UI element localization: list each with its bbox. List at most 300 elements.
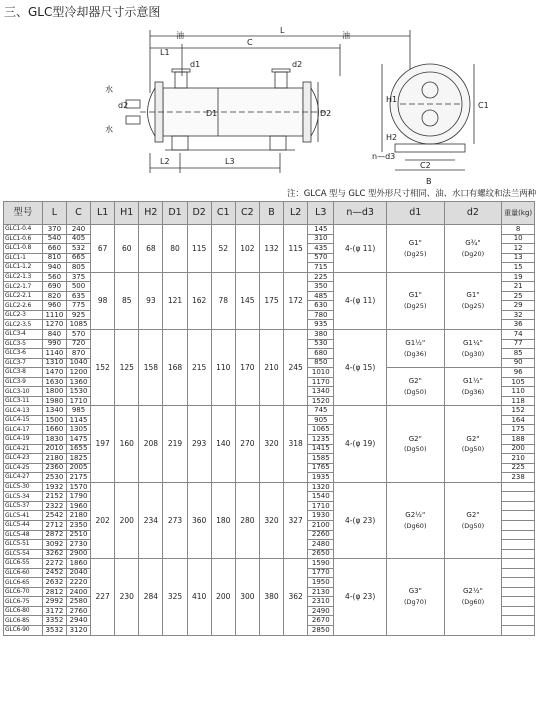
L3-cell: 1340: [308, 387, 334, 397]
H1-cell: 60: [115, 225, 139, 273]
C-cell: 1655: [66, 444, 90, 454]
table-row: [4, 559, 535, 569]
L-cell: 2452: [42, 568, 66, 578]
C-cell: 665: [66, 253, 90, 263]
L3-cell: 530: [308, 339, 334, 349]
model-cell: GLC3-11: [4, 396, 43, 406]
H1-cell: 160: [115, 406, 139, 482]
B-cell: 320: [259, 406, 283, 482]
d1-thread: G1": [408, 238, 422, 247]
d2-cell: [444, 225, 502, 273]
L-cell: 940: [42, 263, 66, 273]
label-H2: H2: [386, 133, 398, 142]
label-L3: L3: [225, 157, 235, 166]
L2-cell: 172: [284, 272, 308, 329]
L-cell: 660: [42, 244, 66, 254]
header-L: L: [42, 202, 66, 225]
model-cell: GLC6-65: [4, 578, 43, 588]
d2-nominal: (Dg25): [461, 302, 485, 311]
model-cell: GLC4-23: [4, 454, 43, 464]
D1-cell: 219: [163, 406, 187, 482]
weight-cell: 96: [502, 368, 535, 378]
L3-cell: 2490: [308, 606, 334, 616]
L-cell: 2272: [42, 559, 66, 569]
weight-cell: [502, 482, 535, 492]
weight-cell: [502, 540, 535, 550]
label-oil-in: 油: [176, 31, 184, 40]
C-cell: 2760: [66, 606, 90, 616]
H2-cell: 208: [139, 406, 163, 482]
label-d2-top: d2: [292, 60, 303, 69]
L3-cell: 485: [308, 291, 334, 301]
L3-cell: 1540: [308, 492, 334, 502]
C-cell: 532: [66, 244, 90, 254]
weight-cell: 118: [502, 396, 535, 406]
L-cell: 1830: [42, 435, 66, 445]
header-n-d3: n—d3: [334, 202, 386, 225]
d2-nominal: (Dg20): [461, 249, 485, 258]
model-cell: GLC4-27: [4, 473, 43, 483]
model-cell: GLC5-34: [4, 492, 43, 502]
L3-cell: 780: [308, 310, 334, 320]
D2-cell: 410: [187, 559, 211, 635]
L-cell: 2152: [42, 492, 66, 502]
model-cell: GLC1-1.2: [4, 263, 43, 273]
C1-cell: 200: [211, 559, 235, 635]
C-cell: 635: [66, 291, 90, 301]
label-B: B: [426, 177, 432, 186]
model-cell: GLC4-17: [4, 425, 43, 435]
C-cell: 1145: [66, 415, 90, 425]
header-B: B: [259, 202, 283, 225]
L3-cell: 935: [308, 320, 334, 330]
d2-cell: [444, 330, 502, 368]
L-cell: 1140: [42, 349, 66, 359]
L2-cell: 362: [284, 559, 308, 635]
L-cell: 3352: [42, 616, 66, 626]
D1-cell: 325: [163, 559, 187, 635]
H2-cell: 93: [139, 272, 163, 329]
L1-cell: 98: [91, 272, 115, 329]
weight-cell: 21: [502, 282, 535, 292]
table-row: [4, 272, 535, 282]
weight-cell: [502, 606, 535, 616]
L-cell: 1110: [42, 310, 66, 320]
C-cell: 375: [66, 272, 90, 282]
model-cell: GLC6-75: [4, 597, 43, 607]
model-cell: GLC1-1: [4, 253, 43, 263]
weight-cell: 77: [502, 339, 535, 349]
C-cell: 1960: [66, 501, 90, 511]
C-cell: 1475: [66, 435, 90, 445]
weight-cell: 10: [502, 234, 535, 244]
C-cell: 2180: [66, 511, 90, 521]
model-cell: GLC6-55: [4, 559, 43, 569]
L3-cell: 435: [308, 244, 334, 254]
d1-nominal: (Dg25): [404, 249, 427, 258]
page-title: 三、GLC型冷却器尺寸示意图: [4, 5, 161, 19]
weight-cell: 152: [502, 406, 535, 416]
L-cell: 2632: [42, 578, 66, 588]
weight-cell: 200: [502, 444, 535, 454]
L3-cell: 570: [308, 253, 334, 263]
header-D1: D1: [163, 202, 187, 225]
C1-cell: 52: [211, 225, 235, 273]
L3-cell: 745: [308, 406, 334, 416]
table-row: [4, 406, 535, 416]
C-cell: 1790: [66, 492, 90, 502]
L1-cell: 67: [91, 225, 115, 273]
weight-cell: [502, 578, 535, 588]
L3-cell: 1320: [308, 482, 334, 492]
L3-cell: 1935: [308, 473, 334, 483]
L-cell: 1470: [42, 368, 66, 378]
L3-cell: 2850: [308, 625, 334, 635]
n-d3-cell: 4-(φ 19): [334, 406, 386, 482]
H2-cell: 158: [139, 330, 163, 406]
weight-cell: 175: [502, 425, 535, 435]
weight-cell: [502, 492, 535, 502]
d2-thread: G¾": [465, 238, 481, 247]
C-cell: 1860: [66, 559, 90, 569]
spec-table-body: [4, 225, 535, 636]
label-d2: d2: [118, 101, 129, 110]
label-D2: D2: [320, 109, 332, 118]
H1-cell: 200: [115, 482, 139, 558]
C-cell: 1360: [66, 377, 90, 387]
L3-cell: 350: [308, 282, 334, 292]
model-cell: GLC3-10: [4, 387, 43, 397]
C-cell: 1530: [66, 387, 90, 397]
weight-cell: [502, 625, 535, 635]
model-cell: GLC2-3.5: [4, 320, 43, 330]
d1-nominal: (Dg70): [404, 598, 427, 607]
label-C: C: [247, 38, 253, 47]
L-cell: 2360: [42, 463, 66, 473]
L-cell: 2530: [42, 473, 66, 483]
model-cell: GLC4-21: [4, 444, 43, 454]
L3-cell: 1065: [308, 425, 334, 435]
header-H2: H2: [139, 202, 163, 225]
L-cell: 2872: [42, 530, 66, 540]
C1-cell: 78: [211, 272, 235, 329]
weight-cell: 29: [502, 301, 535, 311]
L1-cell: 227: [91, 559, 115, 635]
spec-table: [3, 201, 535, 636]
L-cell: 960: [42, 301, 66, 311]
d1-thread: G3": [408, 587, 422, 596]
L3-cell: 145: [308, 225, 334, 235]
model-cell: GLC1-0.4: [4, 225, 43, 235]
d2-cell: [444, 368, 502, 406]
weight-cell: [502, 559, 535, 569]
weight-cell: 36: [502, 320, 535, 330]
d2-thread: G2": [466, 511, 480, 520]
d2-thread: G1¼": [463, 339, 483, 348]
L3-cell: 1520: [308, 396, 334, 406]
model-cell: GLC5-54: [4, 549, 43, 559]
model-cell: GLC3-8: [4, 368, 43, 378]
C-cell: 2940: [66, 616, 90, 626]
L3-cell: 2310: [308, 597, 334, 607]
C-cell: 2005: [66, 463, 90, 473]
B-cell: 132: [259, 225, 283, 273]
header-C1: C1: [211, 202, 235, 225]
d2-nominal: (Dg36): [461, 388, 485, 397]
C2-cell: 102: [235, 225, 259, 273]
L-cell: 3092: [42, 540, 66, 550]
L3-cell: 1235: [308, 435, 334, 445]
H2-cell: 68: [139, 225, 163, 273]
header-weight: 重量(kg): [502, 202, 535, 225]
header-H1: H1: [115, 202, 139, 225]
H1-cell: 230: [115, 559, 139, 635]
L-cell: 990: [42, 339, 66, 349]
header-C: C: [66, 202, 90, 225]
header-d2: d2: [444, 202, 502, 225]
C-cell: 2730: [66, 540, 90, 550]
C-cell: 925: [66, 310, 90, 320]
C-cell: 1710: [66, 396, 90, 406]
L3-cell: 2260: [308, 530, 334, 540]
header-D2: D2: [187, 202, 211, 225]
L3-cell: 2480: [308, 540, 334, 550]
n-d3-cell: 4-(φ 23): [334, 559, 386, 635]
D2-cell: 360: [187, 482, 211, 558]
model-cell: GLC6-80: [4, 606, 43, 616]
model-cell: GLC5-30: [4, 482, 43, 492]
C-cell: 2400: [66, 587, 90, 597]
model-cell: GLC5-44: [4, 520, 43, 530]
d1-cell: [386, 482, 444, 558]
C-cell: 3120: [66, 625, 90, 635]
table-row: [4, 482, 535, 492]
model-cell: GLC4-19: [4, 435, 43, 445]
model-cell: GLC2-1.3: [4, 272, 43, 282]
weight-cell: 90: [502, 358, 535, 368]
note-text: 注：GLCA 型与 GLC 型外形尺寸相同、油、水口有螺纹和法兰两种: [286, 189, 536, 199]
B-cell: 175: [259, 272, 283, 329]
label-C1: C1: [478, 101, 489, 110]
weight-cell: [502, 530, 535, 540]
label-d1: d1: [190, 60, 201, 69]
d2-nominal: (Dg60): [461, 598, 485, 607]
L-cell: 560: [42, 272, 66, 282]
weight-cell: 110: [502, 387, 535, 397]
d2-cell: [444, 559, 502, 635]
model-cell: GLC6-70: [4, 587, 43, 597]
weight-cell: 238: [502, 473, 535, 483]
L-cell: 1932: [42, 482, 66, 492]
model-cell: GLC3-5: [4, 339, 43, 349]
L-cell: 370: [42, 225, 66, 235]
label-water-out: 水: [105, 125, 113, 134]
C-cell: 570: [66, 330, 90, 340]
weight-cell: [502, 501, 535, 511]
weight-cell: [502, 616, 535, 626]
model-cell: GLC3-6: [4, 349, 43, 359]
n-d3-cell: 4-(φ 11): [334, 272, 386, 329]
d1-thread: G1½": [405, 339, 426, 348]
model-cell: GLC4-13: [4, 406, 43, 416]
L3-cell: 680: [308, 349, 334, 359]
header-d1: d1: [386, 202, 444, 225]
C-cell: 1040: [66, 358, 90, 368]
L-cell: 2010: [42, 444, 66, 454]
L-cell: 2712: [42, 520, 66, 530]
weight-cell: [502, 511, 535, 521]
d2-thread: G1": [466, 291, 480, 300]
C-cell: 775: [66, 301, 90, 311]
d2-nominal: (Dg50): [461, 445, 485, 454]
d1-nominal: (Dg36): [404, 349, 427, 358]
label-water-in: 水: [105, 85, 113, 94]
d1-cell: [386, 406, 444, 482]
weight-cell: 188: [502, 435, 535, 445]
n-d3-cell: 4-(φ 15): [334, 330, 386, 406]
weight-cell: [502, 520, 535, 530]
header-model: 型号: [4, 202, 43, 225]
weight-cell: [502, 549, 535, 559]
L3-cell: 715: [308, 263, 334, 273]
label-n-d3: n—d3: [372, 152, 396, 161]
model-cell: GLC2-2.6: [4, 301, 43, 311]
L3-cell: 2650: [308, 549, 334, 559]
C-cell: 405: [66, 234, 90, 244]
L-cell: 840: [42, 330, 66, 340]
L-cell: 1270: [42, 320, 66, 330]
L3-cell: 850: [308, 358, 334, 368]
L-cell: 3532: [42, 625, 66, 635]
d1-cell: [386, 272, 444, 329]
L3-cell: 2100: [308, 520, 334, 530]
table-row: [4, 330, 535, 340]
weight-cell: 8: [502, 225, 535, 235]
weight-cell: 13: [502, 253, 535, 263]
d2-nominal: (Dg50): [461, 521, 485, 530]
model-cell: GLC4-15: [4, 415, 43, 425]
d2-cell: [444, 482, 502, 558]
B-cell: 320: [259, 482, 283, 558]
model-cell: GLC4-25: [4, 463, 43, 473]
C-cell: 2040: [66, 568, 90, 578]
table-row: [4, 225, 535, 235]
D1-cell: 273: [163, 482, 187, 558]
model-cell: GLC6-90: [4, 625, 43, 635]
L-cell: 1340: [42, 406, 66, 416]
weight-cell: 15: [502, 263, 535, 273]
n-d3-cell: 4-(φ 11): [334, 225, 386, 273]
L3-cell: 1770: [308, 568, 334, 578]
model-cell: GLC1-0.6: [4, 234, 43, 244]
L-cell: 2812: [42, 587, 66, 597]
C-cell: 2510: [66, 530, 90, 540]
weight-cell: 164: [502, 415, 535, 425]
model-cell: GLC2-3: [4, 310, 43, 320]
d2-thread: G1½": [463, 377, 483, 386]
L-cell: 1630: [42, 377, 66, 387]
C-cell: 2350: [66, 520, 90, 530]
weight-cell: 74: [502, 330, 535, 340]
header-L3: L3: [308, 202, 334, 225]
C-cell: 2175: [66, 473, 90, 483]
d1-cell: [386, 330, 444, 368]
model-cell: GLC6-60: [4, 568, 43, 578]
C-cell: 1305: [66, 425, 90, 435]
L3-cell: 905: [308, 415, 334, 425]
d1-thread: G1": [408, 291, 422, 300]
d1-nominal: (Dg25): [404, 302, 427, 311]
L-cell: 690: [42, 282, 66, 292]
L-cell: 2180: [42, 454, 66, 464]
D2-cell: 293: [187, 406, 211, 482]
L2-cell: 245: [284, 330, 308, 406]
L3-cell: 1010: [308, 368, 334, 378]
L3-cell: 310: [308, 234, 334, 244]
d1-cell: [386, 225, 444, 273]
model-cell: GLC3-9: [4, 377, 43, 387]
model-cell: GLC5-41: [4, 511, 43, 521]
C1-cell: 110: [211, 330, 235, 406]
L-cell: 3262: [42, 549, 66, 559]
C-cell: 1570: [66, 482, 90, 492]
d1-cell: [386, 559, 444, 635]
model-cell: GLC6-85: [4, 616, 43, 626]
C-cell: 1085: [66, 320, 90, 330]
L3-cell: 1170: [308, 377, 334, 387]
C-cell: 805: [66, 263, 90, 273]
C-cell: 2220: [66, 578, 90, 588]
weight-cell: [502, 587, 535, 597]
label-H1: H1: [386, 95, 398, 104]
d2-cell: [444, 272, 502, 329]
B-cell: 210: [259, 330, 283, 406]
model-cell: GLC3-7: [4, 358, 43, 368]
d1-thread: G2": [408, 377, 422, 386]
L2-cell: 115: [284, 225, 308, 273]
H2-cell: 234: [139, 482, 163, 558]
weight-cell: [502, 597, 535, 607]
C-cell: 870: [66, 349, 90, 359]
model-cell: GLC5-48: [4, 530, 43, 540]
L-cell: 1800: [42, 387, 66, 397]
d2-nominal: (Dg30): [461, 349, 485, 358]
L-cell: 810: [42, 253, 66, 263]
H2-cell: 284: [139, 559, 163, 635]
L3-cell: 225: [308, 272, 334, 282]
C2-cell: 270: [235, 406, 259, 482]
weight-cell: 225: [502, 463, 535, 473]
D2-cell: 162: [187, 272, 211, 329]
L3-cell: 1585: [308, 454, 334, 464]
model-cell: GLC5-37: [4, 501, 43, 511]
L1-cell: 152: [91, 330, 115, 406]
table-header-row: [4, 202, 535, 225]
D1-cell: 168: [163, 330, 187, 406]
C-cell: 2900: [66, 549, 90, 559]
C2-cell: 280: [235, 482, 259, 558]
C-cell: 500: [66, 282, 90, 292]
L1-cell: 202: [91, 482, 115, 558]
d2-thread: G2": [466, 434, 480, 443]
weight-cell: 210: [502, 454, 535, 464]
d2-cell: [444, 406, 502, 482]
C2-cell: 300: [235, 559, 259, 635]
C-cell: 240: [66, 225, 90, 235]
d1-cell: [386, 368, 444, 406]
L-cell: 1310: [42, 358, 66, 368]
label-L1: L1: [160, 48, 170, 57]
